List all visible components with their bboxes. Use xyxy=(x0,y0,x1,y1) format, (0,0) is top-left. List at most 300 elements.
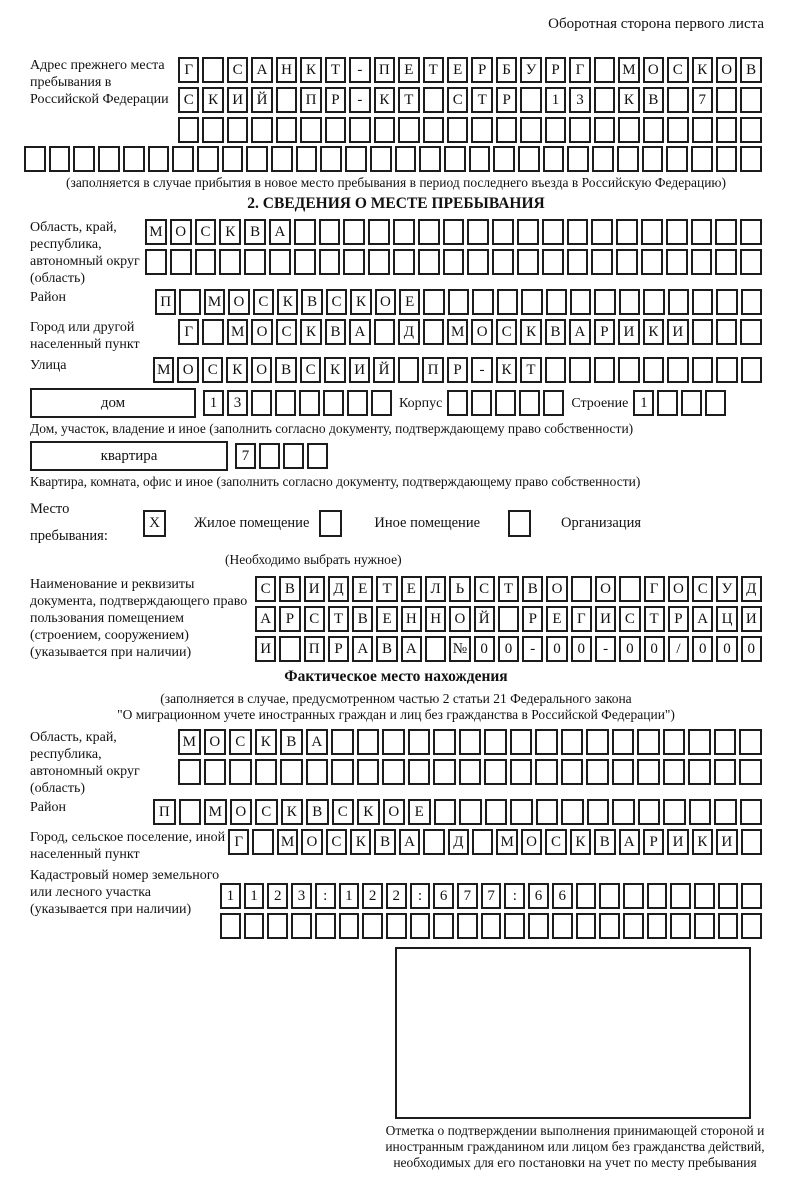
char-cell[interactable] xyxy=(229,759,252,785)
char-cell[interactable] xyxy=(433,729,456,755)
char-cell[interactable] xyxy=(692,319,713,345)
char-cell[interactable] xyxy=(469,146,491,172)
char-cell[interactable]: 0 xyxy=(571,636,592,662)
char-cell[interactable] xyxy=(433,759,456,785)
char-cell[interactable] xyxy=(543,146,565,172)
char-cell[interactable]: Л xyxy=(425,576,446,602)
char-cell[interactable] xyxy=(459,729,482,755)
char-cell[interactable] xyxy=(423,829,444,855)
s2-ulitsa-row[interactable] xyxy=(153,357,762,383)
char-cell[interactable]: С xyxy=(178,87,199,113)
checkbox-zhiloe[interactable]: X xyxy=(143,510,166,537)
char-cell[interactable] xyxy=(179,799,202,825)
char-cell[interactable] xyxy=(370,146,392,172)
char-cell[interactable]: Е xyxy=(398,57,419,83)
char-cell[interactable]: Р xyxy=(325,87,346,113)
char-cell[interactable]: А xyxy=(619,829,640,855)
char-cell[interactable] xyxy=(222,146,244,172)
char-cell[interactable]: 0 xyxy=(716,636,737,662)
char-cell[interactable]: И xyxy=(667,319,688,345)
char-cell[interactable]: В xyxy=(279,576,300,602)
char-cell[interactable]: С xyxy=(202,357,223,383)
char-cell[interactable]: 1 xyxy=(203,390,224,416)
char-cell[interactable] xyxy=(741,289,762,315)
char-cell[interactable] xyxy=(637,759,660,785)
char-cell[interactable] xyxy=(408,729,431,755)
char-cell[interactable] xyxy=(594,117,615,143)
char-cell[interactable] xyxy=(219,249,241,275)
char-cell[interactable]: Д xyxy=(328,576,349,602)
char-cell[interactable] xyxy=(618,357,639,383)
char-cell[interactable] xyxy=(410,913,431,939)
char-cell[interactable] xyxy=(666,249,688,275)
char-cell[interactable]: Д xyxy=(448,829,469,855)
char-cell[interactable]: В xyxy=(376,636,397,662)
char-cell[interactable]: 0 xyxy=(619,636,640,662)
char-cell[interactable] xyxy=(498,606,519,632)
char-cell[interactable]: М xyxy=(204,799,227,825)
char-cell[interactable] xyxy=(459,759,482,785)
char-cell[interactable]: О xyxy=(177,357,198,383)
char-cell[interactable]: О xyxy=(251,319,272,345)
fact-raion-row[interactable] xyxy=(153,799,762,825)
char-cell[interactable]: А xyxy=(692,606,713,632)
char-cell[interactable] xyxy=(741,829,762,855)
char-cell[interactable]: Т xyxy=(520,357,541,383)
doc-row-3[interactable] xyxy=(255,636,762,662)
char-cell[interactable]: М xyxy=(145,219,167,245)
char-cell[interactable]: К xyxy=(618,87,639,113)
char-cell[interactable] xyxy=(691,249,713,275)
char-cell[interactable]: В xyxy=(325,319,346,345)
char-cell[interactable] xyxy=(393,249,415,275)
char-cell[interactable] xyxy=(612,799,635,825)
char-cell[interactable]: И xyxy=(618,319,639,345)
fact-oblast-row-2[interactable] xyxy=(178,759,762,785)
char-cell[interactable]: В xyxy=(352,606,373,632)
char-cell[interactable]: О xyxy=(230,799,253,825)
char-cell[interactable]: Т xyxy=(471,87,492,113)
char-cell[interactable]: К xyxy=(202,87,223,113)
char-cell[interactable] xyxy=(569,357,590,383)
char-cell[interactable] xyxy=(306,759,329,785)
char-cell[interactable] xyxy=(291,913,312,939)
char-cell[interactable]: В xyxy=(740,57,761,83)
char-cell[interactable]: Р xyxy=(471,57,492,83)
char-cell[interactable]: : xyxy=(410,883,431,909)
char-cell[interactable] xyxy=(472,289,493,315)
char-cell[interactable] xyxy=(331,759,354,785)
char-cell[interactable]: В xyxy=(594,829,615,855)
char-cell[interactable]: М xyxy=(178,729,201,755)
char-cell[interactable]: К xyxy=(300,57,321,83)
char-cell[interactable]: 3 xyxy=(569,87,590,113)
char-cell[interactable]: К xyxy=(357,799,380,825)
char-cell[interactable] xyxy=(393,219,415,245)
char-cell[interactable]: Й xyxy=(474,606,495,632)
char-cell[interactable] xyxy=(347,390,368,416)
char-cell[interactable]: И xyxy=(304,576,325,602)
char-cell[interactable] xyxy=(528,913,549,939)
char-cell[interactable] xyxy=(521,289,542,315)
char-cell[interactable]: Е xyxy=(447,57,468,83)
char-cell[interactable]: А xyxy=(269,219,291,245)
char-cell[interactable] xyxy=(408,759,431,785)
char-cell[interactable] xyxy=(692,357,713,383)
char-cell[interactable]: Й xyxy=(251,87,272,113)
char-cell[interactable] xyxy=(668,289,689,315)
char-cell[interactable] xyxy=(294,219,316,245)
char-cell[interactable] xyxy=(227,117,248,143)
char-cell[interactable]: 0 xyxy=(692,636,713,662)
char-cell[interactable]: О xyxy=(643,57,664,83)
char-cell[interactable] xyxy=(49,146,71,172)
char-cell[interactable]: С xyxy=(474,576,495,602)
char-cell[interactable] xyxy=(545,357,566,383)
char-cell[interactable] xyxy=(320,146,342,172)
char-cell[interactable] xyxy=(643,289,664,315)
char-cell[interactable]: 2 xyxy=(362,883,383,909)
char-cell[interactable] xyxy=(398,117,419,143)
char-cell[interactable] xyxy=(741,357,762,383)
char-cell[interactable] xyxy=(619,289,640,315)
char-cell[interactable] xyxy=(471,390,492,416)
char-cell[interactable] xyxy=(740,146,762,172)
char-cell[interactable] xyxy=(576,883,597,909)
char-cell[interactable] xyxy=(448,289,469,315)
char-cell[interactable]: П xyxy=(153,799,176,825)
char-cell[interactable]: Н xyxy=(401,606,422,632)
char-cell[interactable] xyxy=(447,390,468,416)
char-cell[interactable]: - xyxy=(595,636,616,662)
char-cell[interactable] xyxy=(561,729,584,755)
char-cell[interactable]: К xyxy=(350,829,371,855)
char-cell[interactable] xyxy=(643,357,664,383)
prev-address-overflow-row[interactable] xyxy=(24,146,762,172)
doc-row-2[interactable] xyxy=(255,606,762,632)
char-cell[interactable]: Т xyxy=(376,576,397,602)
char-cell[interactable] xyxy=(123,146,145,172)
char-cell[interactable] xyxy=(294,249,316,275)
char-cell[interactable] xyxy=(638,799,661,825)
char-cell[interactable]: 3 xyxy=(291,883,312,909)
char-cell[interactable]: В xyxy=(301,289,322,315)
char-cell[interactable]: В xyxy=(643,87,664,113)
char-cell[interactable] xyxy=(481,913,502,939)
char-cell[interactable]: 1 xyxy=(244,883,265,909)
char-cell[interactable]: С xyxy=(496,319,517,345)
char-cell[interactable] xyxy=(467,249,489,275)
char-cell[interactable] xyxy=(204,759,227,785)
char-cell[interactable] xyxy=(688,729,711,755)
char-cell[interactable] xyxy=(510,759,533,785)
char-cell[interactable]: И xyxy=(716,829,737,855)
char-cell[interactable]: О xyxy=(471,319,492,345)
char-cell[interactable]: Ь xyxy=(449,576,470,602)
char-cell[interactable]: Е xyxy=(376,606,397,632)
char-cell[interactable]: В xyxy=(280,729,303,755)
char-cell[interactable] xyxy=(740,799,763,825)
char-cell[interactable] xyxy=(339,913,360,939)
char-cell[interactable]: - xyxy=(349,87,370,113)
char-cell[interactable]: Р xyxy=(328,636,349,662)
char-cell[interactable] xyxy=(520,87,541,113)
char-cell[interactable] xyxy=(740,249,762,275)
char-cell[interactable]: 2 xyxy=(386,883,407,909)
char-cell[interactable] xyxy=(371,390,392,416)
char-cell[interactable]: М xyxy=(227,319,248,345)
char-cell[interactable] xyxy=(552,913,573,939)
char-cell[interactable] xyxy=(244,249,266,275)
char-cell[interactable]: М xyxy=(204,289,225,315)
char-cell[interactable]: 0 xyxy=(741,636,762,662)
char-cell[interactable]: А xyxy=(399,829,420,855)
char-cell[interactable] xyxy=(643,117,664,143)
char-cell[interactable]: К xyxy=(374,87,395,113)
char-cell[interactable]: С xyxy=(253,289,274,315)
char-cell[interactable] xyxy=(716,87,737,113)
char-cell[interactable] xyxy=(485,799,508,825)
char-cell[interactable] xyxy=(691,219,713,245)
char-cell[interactable]: 6 xyxy=(528,883,549,909)
char-cell[interactable] xyxy=(705,390,726,416)
s2-gorod-row[interactable] xyxy=(178,319,762,345)
char-cell[interactable] xyxy=(546,289,567,315)
char-cell[interactable]: А xyxy=(255,606,276,632)
char-cell[interactable] xyxy=(170,249,192,275)
char-cell[interactable]: Е xyxy=(352,576,373,602)
char-cell[interactable] xyxy=(325,117,346,143)
char-cell[interactable] xyxy=(694,913,715,939)
char-cell[interactable] xyxy=(666,146,688,172)
char-cell[interactable] xyxy=(98,146,120,172)
char-cell[interactable]: Н xyxy=(425,606,446,632)
char-cell[interactable] xyxy=(197,146,219,172)
char-cell[interactable]: Т xyxy=(328,606,349,632)
char-cell[interactable] xyxy=(497,289,518,315)
char-cell[interactable] xyxy=(545,117,566,143)
doc-row-1[interactable] xyxy=(255,576,762,602)
char-cell[interactable] xyxy=(542,219,564,245)
char-cell[interactable] xyxy=(739,759,762,785)
char-cell[interactable] xyxy=(343,219,365,245)
char-cell[interactable] xyxy=(252,829,273,855)
char-cell[interactable] xyxy=(657,390,678,416)
char-cell[interactable]: М xyxy=(496,829,517,855)
char-cell[interactable] xyxy=(670,883,691,909)
char-cell[interactable]: О xyxy=(204,729,227,755)
char-cell[interactable] xyxy=(642,146,664,172)
char-cell[interactable]: К xyxy=(219,219,241,245)
char-cell[interactable] xyxy=(612,729,635,755)
char-cell[interactable] xyxy=(616,219,638,245)
char-cell[interactable]: В xyxy=(374,829,395,855)
prev-address-row-2[interactable] xyxy=(178,87,762,113)
char-cell[interactable]: У xyxy=(520,57,541,83)
char-cell[interactable]: И xyxy=(595,606,616,632)
char-cell[interactable]: 7 xyxy=(692,87,713,113)
char-cell[interactable] xyxy=(567,219,589,245)
char-cell[interactable] xyxy=(663,799,686,825)
char-cell[interactable] xyxy=(592,146,614,172)
char-cell[interactable]: О xyxy=(668,576,689,602)
char-cell[interactable]: Г xyxy=(228,829,249,855)
char-cell[interactable]: : xyxy=(315,883,336,909)
char-cell[interactable] xyxy=(517,249,539,275)
char-cell[interactable] xyxy=(319,219,341,245)
char-cell[interactable] xyxy=(599,883,620,909)
char-cell[interactable]: К xyxy=(520,319,541,345)
char-cell[interactable]: О xyxy=(228,289,249,315)
char-cell[interactable] xyxy=(368,249,390,275)
char-cell[interactable] xyxy=(561,759,584,785)
char-cell[interactable] xyxy=(423,117,444,143)
char-cell[interactable] xyxy=(323,390,344,416)
char-cell[interactable] xyxy=(599,913,620,939)
char-cell[interactable]: А xyxy=(306,729,329,755)
char-cell[interactable] xyxy=(594,87,615,113)
char-cell[interactable] xyxy=(443,249,465,275)
char-cell[interactable] xyxy=(716,289,737,315)
char-cell[interactable]: В xyxy=(244,219,266,245)
char-cell[interactable] xyxy=(382,729,405,755)
char-cell[interactable] xyxy=(716,117,737,143)
char-cell[interactable] xyxy=(510,799,533,825)
char-cell[interactable]: Ц xyxy=(716,606,737,632)
char-cell[interactable]: М xyxy=(618,57,639,83)
char-cell[interactable] xyxy=(567,146,589,172)
char-cell[interactable]: Д xyxy=(398,319,419,345)
char-cell[interactable] xyxy=(492,249,514,275)
char-cell[interactable] xyxy=(471,117,492,143)
char-cell[interactable] xyxy=(688,759,711,785)
char-cell[interactable] xyxy=(692,289,713,315)
kadastr-row-1[interactable] xyxy=(220,883,762,909)
char-cell[interactable] xyxy=(616,249,638,275)
char-cell[interactable]: С xyxy=(326,289,347,315)
char-cell[interactable]: К xyxy=(350,289,371,315)
char-cell[interactable]: О xyxy=(383,799,406,825)
char-cell[interactable]: - xyxy=(349,57,370,83)
char-cell[interactable] xyxy=(148,146,170,172)
char-cell[interactable] xyxy=(345,146,367,172)
char-cell[interactable] xyxy=(714,759,737,785)
char-cell[interactable]: С xyxy=(545,829,566,855)
prev-address-row-1[interactable] xyxy=(178,57,762,83)
char-cell[interactable]: И xyxy=(667,829,688,855)
char-cell[interactable] xyxy=(349,117,370,143)
char-cell[interactable] xyxy=(307,443,328,469)
char-cell[interactable] xyxy=(433,913,454,939)
char-cell[interactable]: 0 xyxy=(498,636,519,662)
char-cell[interactable] xyxy=(520,117,541,143)
char-cell[interactable]: - xyxy=(471,357,492,383)
char-cell[interactable] xyxy=(267,913,288,939)
char-cell[interactable]: Р xyxy=(545,57,566,83)
char-cell[interactable] xyxy=(689,799,712,825)
char-cell[interactable] xyxy=(276,87,297,113)
char-cell[interactable] xyxy=(567,249,589,275)
char-cell[interactable] xyxy=(315,913,336,939)
char-cell[interactable] xyxy=(587,799,610,825)
char-cell[interactable]: В xyxy=(545,319,566,345)
char-cell[interactable]: Г xyxy=(571,606,592,632)
char-cell[interactable]: Р xyxy=(447,357,468,383)
char-cell[interactable] xyxy=(362,913,383,939)
char-cell[interactable] xyxy=(279,636,300,662)
char-cell[interactable]: Р xyxy=(496,87,517,113)
char-cell[interactable] xyxy=(594,289,615,315)
char-cell[interactable]: А xyxy=(352,636,373,662)
char-cell[interactable] xyxy=(202,57,223,83)
char-cell[interactable]: К xyxy=(496,357,517,383)
char-cell[interactable] xyxy=(663,729,686,755)
char-cell[interactable]: К xyxy=(643,319,664,345)
char-cell[interactable] xyxy=(504,913,525,939)
kvartira-cells[interactable] xyxy=(235,443,328,469)
char-cell[interactable]: Г xyxy=(569,57,590,83)
char-cell[interactable]: Р xyxy=(668,606,689,632)
char-cell[interactable]: 7 xyxy=(235,443,256,469)
char-cell[interactable] xyxy=(666,219,688,245)
char-cell[interactable]: О xyxy=(521,829,542,855)
char-cell[interactable]: А xyxy=(401,636,422,662)
char-cell[interactable] xyxy=(670,913,691,939)
char-cell[interactable] xyxy=(398,357,419,383)
char-cell[interactable] xyxy=(443,219,465,245)
char-cell[interactable]: 0 xyxy=(644,636,665,662)
char-cell[interactable] xyxy=(418,219,440,245)
char-cell[interactable] xyxy=(536,799,559,825)
char-cell[interactable] xyxy=(741,883,762,909)
char-cell[interactable] xyxy=(423,289,444,315)
char-cell[interactable] xyxy=(300,117,321,143)
char-cell[interactable]: О xyxy=(170,219,192,245)
dom-box[interactable]: дом xyxy=(30,388,196,418)
korpus-cells[interactable] xyxy=(447,390,564,416)
char-cell[interactable] xyxy=(641,219,663,245)
char-cell[interactable] xyxy=(691,146,713,172)
char-cell[interactable]: Г xyxy=(178,319,199,345)
char-cell[interactable]: О xyxy=(595,576,616,602)
char-cell[interactable]: С xyxy=(332,799,355,825)
char-cell[interactable]: Р xyxy=(594,319,615,345)
char-cell[interactable]: К xyxy=(281,799,304,825)
char-cell[interactable] xyxy=(647,913,668,939)
char-cell[interactable]: О xyxy=(375,289,396,315)
checkbox-inoe[interactable] xyxy=(319,510,342,537)
char-cell[interactable] xyxy=(740,319,761,345)
char-cell[interactable]: Б xyxy=(496,57,517,83)
char-cell[interactable] xyxy=(535,759,558,785)
char-cell[interactable] xyxy=(612,759,635,785)
char-cell[interactable]: К xyxy=(570,829,591,855)
char-cell[interactable] xyxy=(331,729,354,755)
char-cell[interactable]: К xyxy=(255,729,278,755)
char-cell[interactable] xyxy=(535,729,558,755)
char-cell[interactable]: М xyxy=(447,319,468,345)
char-cell[interactable] xyxy=(202,319,223,345)
char-cell[interactable] xyxy=(739,729,762,755)
char-cell[interactable]: Г xyxy=(178,57,199,83)
char-cell[interactable]: 1 xyxy=(339,883,360,909)
char-cell[interactable] xyxy=(145,249,167,275)
char-cell[interactable]: 1 xyxy=(220,883,241,909)
char-cell[interactable]: 6 xyxy=(552,883,573,909)
char-cell[interactable]: С xyxy=(255,576,276,602)
char-cell[interactable]: П xyxy=(422,357,443,383)
char-cell[interactable]: А xyxy=(349,319,370,345)
